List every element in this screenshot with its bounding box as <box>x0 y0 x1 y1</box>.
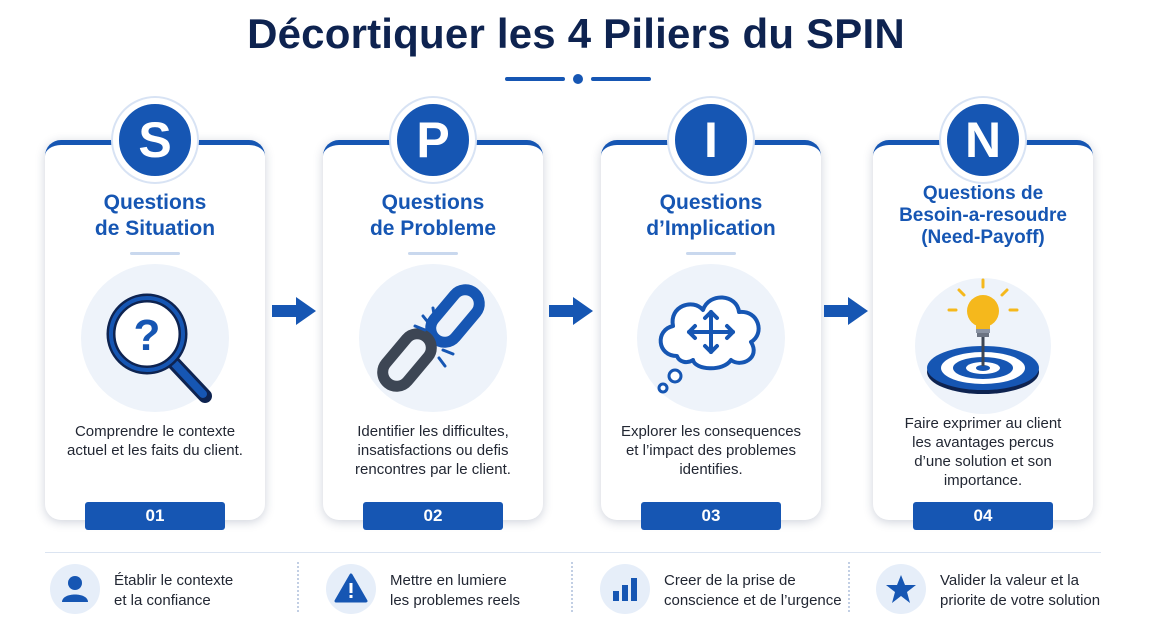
separator <box>297 562 299 612</box>
arrow-right-icon <box>549 296 593 326</box>
step-number: 02 <box>363 502 503 530</box>
page-title: Décortiquer les 4 Piliers du SPIN <box>247 10 905 57</box>
step-number: 04 <box>913 502 1053 530</box>
card-title: Questions d’Implication <box>646 191 776 240</box>
title-decoration <box>505 72 651 86</box>
benefit-text: Mettre en lumiere les problemes reels <box>390 572 521 609</box>
divider <box>686 252 736 255</box>
divider <box>130 252 180 255</box>
letter-badge-p: P <box>391 98 475 182</box>
pillar-card-probleme <box>323 112 543 525</box>
pillar-card-situation <box>45 112 265 525</box>
separator <box>571 562 573 612</box>
letter-badge-i: I <box>669 98 753 182</box>
benefit-text: Établir le contexte et la confiance <box>114 572 234 609</box>
pillar-card-implication <box>601 112 821 525</box>
card-description: Explorer les consequences et l’impact des problemes identifies. <box>620 423 802 478</box>
card-title: Questions de Probleme <box>369 191 497 240</box>
benefit-text: Valider la valeur et la priorite de votre solution <box>940 572 1101 609</box>
thought-cloud-arrows-icon <box>637 264 785 412</box>
letter-badge-n: N <box>941 98 1025 182</box>
bulb-target-icon <box>915 278 1051 414</box>
arrow-right-icon <box>824 296 868 326</box>
warning-icon <box>326 564 376 614</box>
card-title: Questions de Besoin-a-resoudre (Need-Payoff) <box>899 183 1067 248</box>
card-description: Comprendre le contexte actuel et les faits du client. <box>67 423 243 459</box>
divider <box>408 252 458 255</box>
pillar-card-need-payoff <box>873 112 1093 525</box>
arrow-right-icon <box>272 296 316 326</box>
step-number: 03 <box>641 502 781 530</box>
card-title: Questions de Situation <box>94 191 216 240</box>
card-description: Identifier les difficultes, insatisfactions ou defis rencontres par le client. <box>355 423 511 478</box>
step-number: 01 <box>85 502 225 530</box>
letter-badge-s: S <box>113 98 197 182</box>
separator <box>848 562 850 612</box>
bar-chart-icon <box>600 564 650 614</box>
card-description: Faire exprimer au client les avantages percus d’une solution et son importance. <box>904 415 1062 489</box>
broken-chain-icon <box>359 264 507 412</box>
benefit-text: Creer de la prise de conscience et de l’urgence <box>664 572 842 609</box>
magnifier-question-icon <box>81 264 229 412</box>
svg-text:?: ? <box>133 311 161 360</box>
star-icon <box>876 564 926 614</box>
bottom-divider <box>45 552 1101 553</box>
user-icon <box>50 564 100 614</box>
